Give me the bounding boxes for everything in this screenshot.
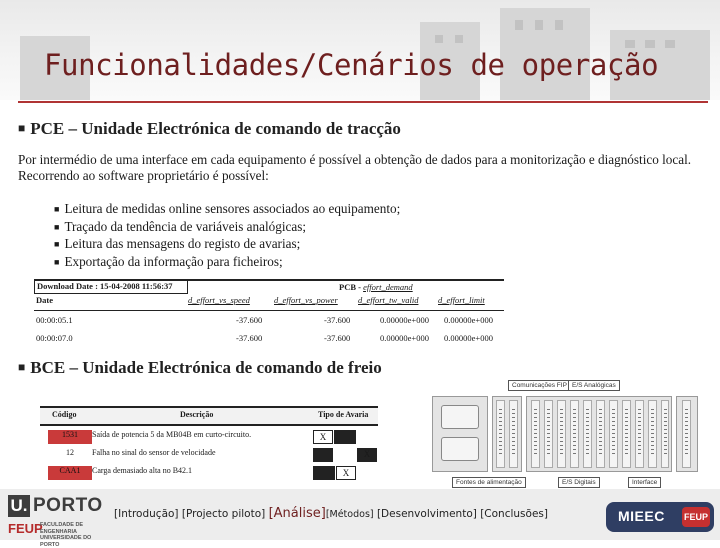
tag-digital-io: E/S Digitais [558, 477, 600, 488]
fault-type-mark: X [336, 466, 356, 480]
nav-link-metodos[interactable]: [Métodos] [325, 509, 374, 520]
column-header: d_effort_tw_valid [358, 295, 419, 305]
fault-code: 1531 [48, 430, 92, 444]
group-label: PCB - effort_demand [339, 282, 413, 292]
nav-link-conclusoes[interactable]: [Conclusões] [480, 508, 548, 520]
io-rack [526, 396, 672, 472]
fault-description: Carga demasiado alta no B42.1 [92, 466, 193, 475]
bullet-square-icon: ■ [54, 256, 60, 267]
nav-link-desenvolvimento[interactable]: [Desenvolvimento] [376, 508, 477, 520]
nav-link-introducao[interactable]: [Introdução] [114, 508, 179, 520]
column-header: d_effort_vs_power [274, 295, 338, 305]
download-date-label: Download Date : 15-04-2008 11:56:37 [34, 281, 188, 294]
pce-heading: ■ PCE – Unidade Electrónica de comando de tracção [18, 119, 401, 138]
up-logo [6, 495, 106, 548]
list-item: ■ Exportação da informação para ficheiros; [54, 253, 283, 269]
mieec-badge [606, 502, 714, 532]
bullet-square-icon: ■ [18, 360, 26, 374]
table-row [40, 428, 385, 446]
fault-table-header [40, 406, 378, 426]
nav-link-projecto-piloto[interactable]: [Projecto piloto] [181, 508, 266, 520]
fault-description: Saída de potencia 5 da MB04B em curto-circuito. [92, 430, 252, 439]
section-nav [114, 506, 548, 521]
tag-power-supplies: Fontes de alimentação [452, 477, 526, 488]
column-header: d_effort_vs_speed [188, 295, 250, 305]
pce-bullet-list [54, 201, 400, 271]
fault-description: Falha no sinal do sensor de velocidade [92, 448, 216, 457]
column-header: Tipo de Avaria [318, 410, 369, 419]
list-item: ■ Traçado da tendência de variáveis analógicas; [54, 218, 306, 234]
nav-link-analise[interactable]: [Análise] [268, 506, 326, 521]
page-title: Funcionalidades/Cenários de operação [44, 48, 659, 82]
title-divider [18, 101, 708, 103]
fault-type-mark: X [363, 449, 371, 459]
fault-code: 12 [66, 448, 74, 457]
table-row: 00:00:05.1 -37.600 -37.600 0.00000e+000 0.00000e+000 [36, 315, 493, 325]
logo-u: U. [8, 495, 30, 517]
column-header: Descrição [180, 410, 214, 419]
tag-interface: Interface [628, 477, 661, 488]
fault-table [40, 406, 385, 482]
list-item: ■ Leitura de medidas online sensores associados ao equipamento; [54, 201, 401, 216]
pce-paragraph: Por intermédio de uma interface em cada equipamento é possível a obtenção de dados para a monitorização e diagnóstico local. Recorrendo ao software proprietário é possível: [18, 152, 692, 183]
table-row [40, 464, 385, 482]
badge-label: MIEEC [618, 508, 665, 524]
column-header: d_effort_limit [438, 295, 485, 305]
bullet-square-icon: ■ [18, 121, 26, 135]
tag-fip-comms: Comunicações FIP [508, 380, 571, 391]
table-row: 00:00:07.0 -37.600 -37.600 0.00000e+000 0.00000e+000 [36, 333, 493, 343]
equipment-rack-image [432, 379, 712, 489]
logo-feup: FEUP [8, 521, 43, 536]
bullet-square-icon: ■ [54, 204, 60, 214]
column-header: Código [52, 410, 77, 419]
table-header-columns [34, 295, 504, 311]
bullet-square-icon: ■ [54, 239, 60, 249]
bce-heading: ■ BCE – Unidade Electrónica de comando de freio [18, 358, 382, 377]
logo-subtitle: FACULDADE DE ENGENHARIA UNIVERSIDADE DO PORTO [40, 522, 92, 548]
interface-module [676, 396, 698, 472]
badge-feup: FEUP [682, 507, 710, 527]
tag-analog-io: E/S Analógicas [568, 380, 620, 391]
io-module [492, 396, 522, 472]
fault-code: CAA1 [48, 466, 92, 480]
column-header: Date [36, 295, 53, 305]
table-row [40, 446, 385, 464]
fault-type-mark: X [313, 430, 333, 444]
power-supply-module [432, 396, 488, 472]
table-header-top [34, 279, 504, 295]
bullet-square-icon: ■ [54, 221, 60, 232]
pce-data-table [34, 279, 504, 351]
logo-porto: PORTO [33, 495, 103, 516]
list-item: ■ Leitura das mensagens do registo de avarias; [54, 236, 301, 251]
